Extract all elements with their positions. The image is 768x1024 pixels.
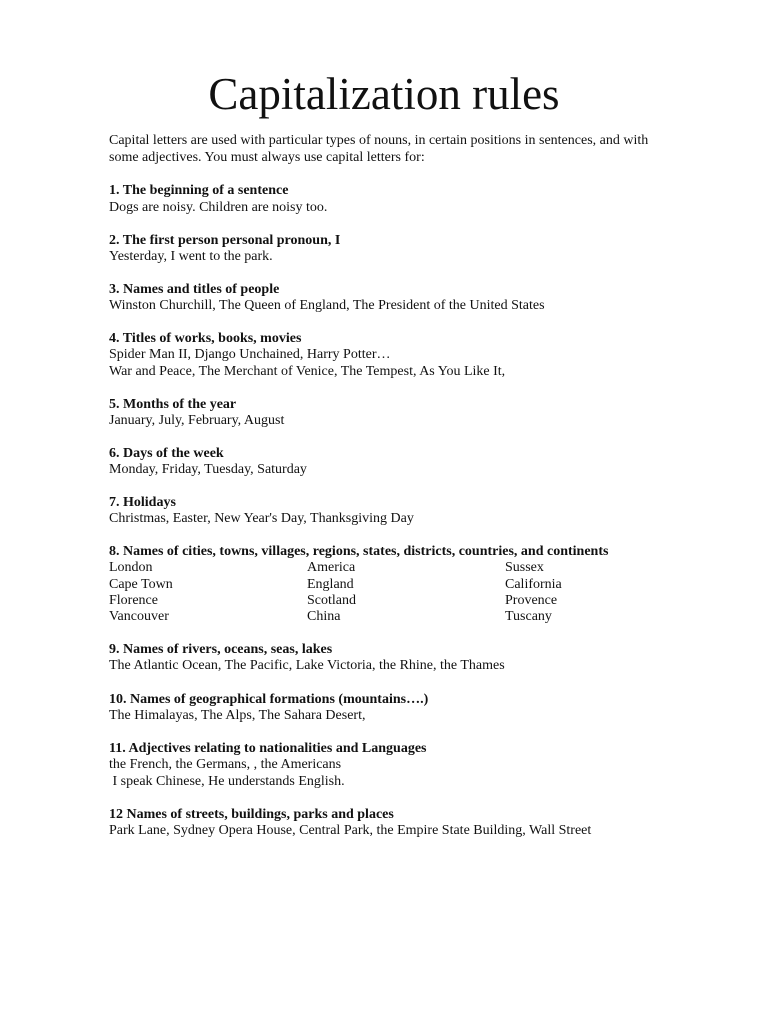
rule-heading: 11. Adjectives relating to nationalities and Languages xyxy=(109,741,427,756)
page-title: Capitalization rules xyxy=(208,69,560,119)
place-cell: America xyxy=(307,560,356,575)
place-cell: Vancouver xyxy=(109,609,169,624)
rule-example: Winston Churchill, The Queen of England, The President of the United States xyxy=(109,298,545,313)
rule-example: Monday, Friday, Tuesday, Saturday xyxy=(109,462,307,477)
rule-example: The Atlantic Ocean, The Pacific, Lake Victoria, the Rhine, the Thames xyxy=(109,658,505,673)
rule-heading: 9. Names of rivers, oceans, seas, lakes xyxy=(109,642,333,657)
intro-paragraph: Capital letters are used with particular types of nouns, in certain positions in sentences, and with some adjectives. You must always use capital letters for: xyxy=(109,133,649,165)
place-cell: Scotland xyxy=(307,593,356,608)
rule-example: Dogs are noisy. Children are noisy too. xyxy=(109,200,328,215)
rule-heading: 5. Months of the year xyxy=(109,397,237,412)
rule-example: Christmas, Easter, New Year's Day, Thanksgiving Day xyxy=(109,511,414,526)
place-cell: Tuscany xyxy=(505,609,552,624)
rule-heading: 1. The beginning of a sentence xyxy=(109,183,289,198)
rule-heading: 7. Holidays xyxy=(109,495,176,510)
place-cell: Cape Town xyxy=(109,577,173,592)
place-cell: California xyxy=(505,577,562,592)
place-cell: Florence xyxy=(109,593,158,608)
rule-heading: 8. Names of cities, towns, villages, regions, states, districts, countries, and continents xyxy=(109,544,609,559)
rule-example: I speak Chinese, He understands English. xyxy=(109,774,345,789)
rule-example: Spider Man II, Django Unchained, Harry Potter… xyxy=(109,347,391,362)
rule-heading: 10. Names of geographical formations (mountains….) xyxy=(109,692,429,707)
rule-heading: 3. Names and titles of people xyxy=(109,282,280,297)
place-cell: China xyxy=(307,609,341,624)
place-cell: Provence xyxy=(505,593,558,608)
rule-heading: 4. Titles of works, books, movies xyxy=(109,331,302,346)
place-cell: London xyxy=(109,560,153,575)
rule-heading: 12 Names of streets, buildings, parks and places xyxy=(109,807,394,822)
rule-example: Yesterday, I went to the park. xyxy=(109,249,273,264)
place-cell: England xyxy=(307,577,354,592)
rule-example: Park Lane, Sydney Opera House, Central Park, the Empire State Building, Wall Street xyxy=(109,823,592,838)
rule-heading: 2. The first person personal pronoun, I xyxy=(109,233,341,248)
rule-heading: 6. Days of the week xyxy=(109,446,224,461)
rule-example: War and Peace, The Merchant of Venice, The Tempest, As You Like It, xyxy=(109,364,506,379)
rule-example: The Himalayas, The Alps, The Sahara Desert, xyxy=(109,708,366,723)
place-cell: Sussex xyxy=(505,560,544,575)
rule-example: the French, the Germans, , the Americans xyxy=(109,757,342,772)
rule-example: January, July, February, August xyxy=(109,413,285,428)
